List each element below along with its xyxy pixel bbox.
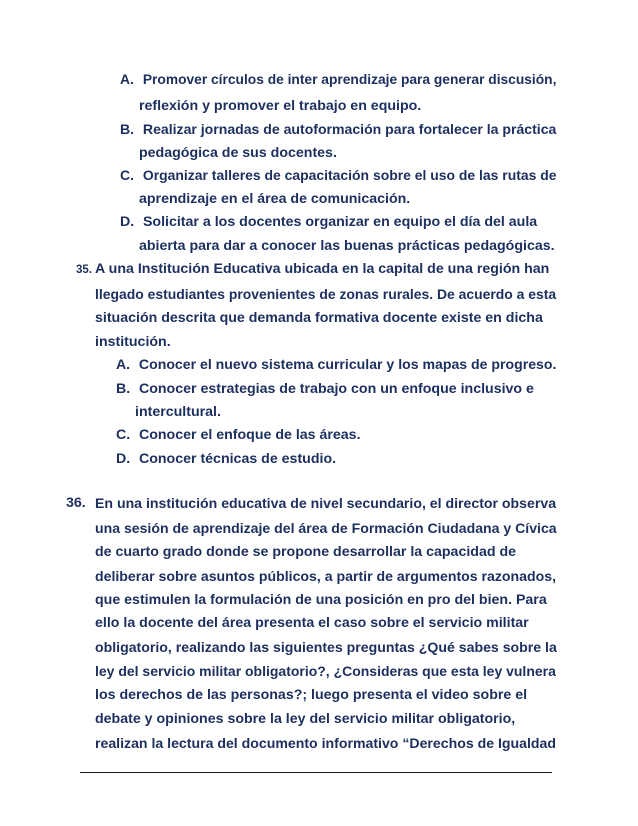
- q34-option-b-line-2: pedagógica de sus docentes.: [139, 145, 337, 161]
- q34-option-c-line-2: aprendizaje en el área de comunicación.: [139, 191, 411, 207]
- q35-option-c-text: Conocer el enfoque de las áreas.: [138, 427, 361, 443]
- q35-option-b-line-1: [116, 380, 534, 398]
- q34-option-b-text: Realizar jornadas de autoformación para fortalecer la práctica: [142, 121, 557, 137]
- q34-option-b-letter: B.: [120, 121, 135, 137]
- q34-option-d-line-1: [120, 213, 537, 231]
- q34-option-a-line-1: [120, 71, 556, 89]
- q36-stem-line-11: realizan la lectura del documento informativo “Derechos de Igualdad: [95, 735, 557, 751]
- q36-stem-line-1: En una institución educativa de nivel secundario, el director observa: [95, 495, 557, 511]
- q35-stem-line-1: A una Institución Educativa ubicada en la capital de una región han: [95, 261, 550, 277]
- q35-option-b-letter: B.: [116, 381, 131, 397]
- q34-option-a-text: Promover círculos de inter aprendizaje para generar discusión,: [142, 72, 557, 87]
- q35-option-d: [116, 450, 336, 468]
- q35-stem-line-4: institución.: [95, 334, 171, 350]
- q35-option-b-text: Conocer estrategias de trabajo con un enfoque inclusivo e: [138, 381, 534, 397]
- q34-option-d-line-2: abierta para dar a conocer las buenas prácticas pedagógicas.: [139, 238, 555, 254]
- q36-stem-line-3: de cuarto grado donde se propone desarrollar la capacidad de: [95, 544, 517, 560]
- q35-option-d-letter: D.: [116, 451, 131, 467]
- q36-number: 36.: [66, 495, 86, 511]
- q36-stem-line-4: deliberar sobre asuntos públicos, a partir de argumentos razonados,: [95, 568, 557, 584]
- q35-option-c-letter: C.: [116, 427, 131, 443]
- q35-option-a-text: Conocer el nuevo sistema curricular y los mapas de progreso.: [138, 356, 557, 372]
- q35-option-a: [116, 355, 556, 373]
- q36-stem-line-8: ley del servicio militar obligatorio?, ¿Consideras que esta ley vulnera: [95, 663, 556, 679]
- q34-option-c-letter: C.: [120, 167, 134, 183]
- q34-option-a-line-2: reflexión y promover el trabajo en equipo.: [139, 98, 422, 114]
- q35-option-a-letter: A.: [116, 356, 131, 372]
- q36-stem-line-7: obligatorio, realizando las siguientes preguntas ¿Qué sabes sobre la: [95, 639, 557, 655]
- footer-divider: [80, 772, 552, 773]
- q35-option-b-line-2: intercultural.: [135, 404, 221, 420]
- q36-stem-line-2: una sesión de aprendizaje del área de Formación Ciudadana y Cívica: [95, 520, 557, 536]
- q35-option-c: [116, 426, 361, 444]
- q35-stem-line-2: llegado estudiantes provenientes de zonas rurales. De acuerdo a esta: [95, 286, 557, 302]
- q35-number: 35.: [76, 264, 92, 276]
- q34-option-d-text: Solicitar a los docentes organizar en equipo el día del aula: [142, 214, 538, 230]
- q34-option-c-text: Organizar talleres de capacitación sobre el uso de las rutas de: [142, 167, 557, 183]
- q36-stem-line-10: debate y opiniones sobre la ley del servicio militar obligatorio,: [95, 711, 516, 727]
- q34-option-d-letter: D.: [120, 214, 135, 230]
- q34-option-b-line-1: [120, 120, 556, 138]
- q36-stem-line-9: los derechos de las personas?; luego presenta el video sobre el: [95, 687, 528, 703]
- q36-stem-line-6: ello la docente del área presenta el caso sobre el servicio militar: [95, 615, 529, 631]
- q35-stem-line-3: situación descrita que demanda formativa docente existe en dicha: [95, 310, 543, 326]
- q34-option-a-letter: A.: [120, 72, 134, 87]
- q35-option-d-text: Conocer técnicas de estudio.: [138, 451, 337, 467]
- q36-stem-line-5: que estimulen la formulación de una posición en pro del bien. Para: [95, 592, 547, 608]
- q34-option-c-line-1: [120, 166, 557, 184]
